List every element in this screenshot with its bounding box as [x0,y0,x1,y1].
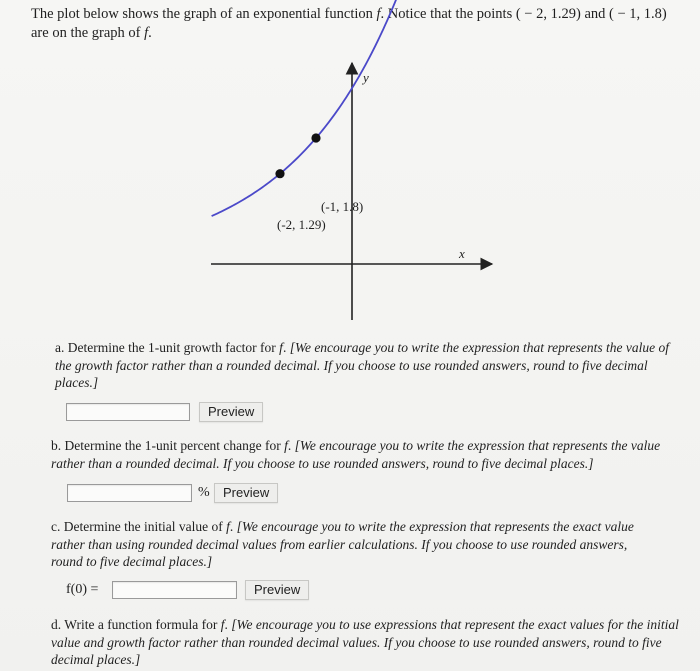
y-axis-label: y [363,70,369,85]
x-axis-label: x [459,246,465,261]
percent-change-input[interactable] [67,484,192,502]
exponential-curve [212,0,446,216]
point-label: (-1, 1.8) [321,199,364,214]
question-a: a. Determine the 1-unit growth factor for f. [We encourage you to write the expression that represents the value of the growth factor rather than a rounded decimal. If you choose to use rounded answers, round to five decimal places.] [55,340,669,390]
intro-text: The plot below shows the graph of an exponential function f. Notice that the points ( − 2, 1.29) and ( − 1, 1.8) are on the graph of f. [31,6,667,41]
point-marker [275,169,284,178]
point-marker [311,133,320,142]
growth-factor-input[interactable] [66,403,190,421]
percent-sign: % [198,485,210,500]
initial-value-input[interactable] [112,581,237,599]
point-label: (-2, 1.29) [277,217,326,232]
preview-button[interactable]: Preview [214,483,278,503]
f-of-zero-label: f(0) = [66,582,99,597]
question-b: b. Determine the 1-unit percent change for f. [We encourage you to write the expression that represents the value rather than a rounded decimal. If you choose to use rounded answers, round to five decimal places.] [51,438,661,471]
preview-button[interactable]: Preview [245,580,309,600]
question-c: c. Determine the initial value of f. [We encourage you to write the expression that represents the exact value rather than using rounded decimal values from earlier calculations. If you choose to use rounded answers, round to five decimal places.] [51,519,634,569]
preview-button[interactable]: Preview [199,402,263,422]
question-d: d. Write a function formula for f. [We encourage you to use expressions that represent the exact values for the initial value and growth factor rather than rounded decimal values. If you choose to use rounded answers, round to five decimal places.] [51,617,679,667]
